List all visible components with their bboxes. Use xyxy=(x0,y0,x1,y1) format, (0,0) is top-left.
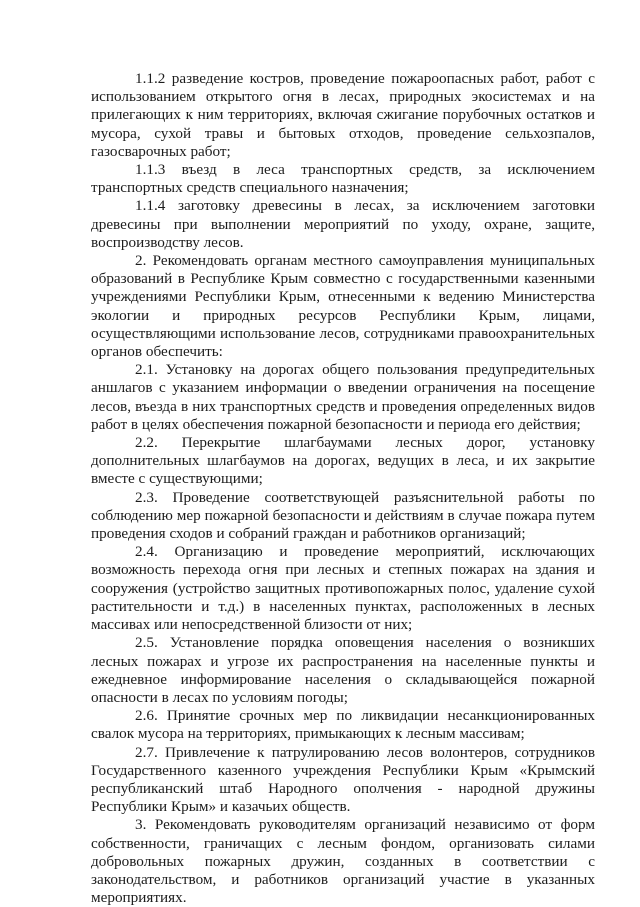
paragraph-2-2: 2.2. Перекрытие шлагбаумами лесных дорог, установку дополнительных шлагбаумов на дорогах, ведущих в леса, и их закрытие вместе с существующими; xyxy=(91,434,595,488)
paragraph-1-1-2: 1.1.2 разведение костров, проведение пожароопасных работ, работ с использованием открытого огня в лесах, природных экосистемах и на прилегающих к ним территориях, включая сжигание порубочных остатков и мусора, сухой травы и бытовых отходов, проведение сельхозпалов, газосварочных работ; xyxy=(91,70,595,160)
paragraph-2-3: 2.3. Проведение соответствующей разъяснительной работы по соблюдению мер пожарной безопасности и действиям в случае пожара путем проведения сходов и собраний граждан и работников организаций; xyxy=(91,488,595,543)
paragraph-3: 3. Рекомендовать руководителям организаций независимо от форм собственности, граничащих с лесным фондом, организовать силами добровольных пожарных дружин, созданных в соответствии с законодательством, и работников организаций участие в указанных мероприятиях. xyxy=(91,816,595,907)
paragraph-2-5: 2.5. Установление порядка оповещения населения о возникших лесных пожарах и угрозе их распространения на населенные пункты и ежедневное информирование населения о складывающейся пожарной опасности в лесах по условиям погоды; xyxy=(91,634,595,706)
paragraph-2: 2. Рекомендовать органам местного самоуправления муниципальных образований в Республике Крым совместно с государственными казенными учреждениями Республики Крым, отнесенными к ведению Министерства экологии и природных ресурсов Республики Крым, лицами, осуществляющими использование лесов, сотрудниками правоохранительных органов обеспечить: xyxy=(91,252,595,361)
paragraph-2-4: 2.4. Организацию и проведение мероприятий, исключающих возможность перехода огня при лесных и степных пожарах на здания и сооружения (устройство защитных противопожарных полос, удаление сухой растительности и т.д.) в населенных пунктах, расположенных в лесных массивах или непосредственной близости от них; xyxy=(91,543,595,634)
paragraph-2-1: 2.1. Установку на дорогах общего пользования предупредительных аншлагов с указанием информации о введении ограничения на посещение лесов, въезда в них транспортных средств и проведения определенных видов работ в целях обеспечения пожарной безопасности и периода его действия; xyxy=(91,361,595,433)
paragraph-1-1-3: 1.1.3 въезд в леса транспортных средств, за исключением транспортных средств специального назначения; xyxy=(91,161,595,197)
paragraph-2-6: 2.6. Принятие срочных мер по ликвидации несанкционированных свалок мусора на территориях, примыкающих к лесным массивам; xyxy=(91,707,595,743)
paragraph-1-1-4: 1.1.4 заготовку древесины в лесах, за исключением заготовки древесины при выполнении мероприятий по уходу, охране, защите, воспроизводству лесов. xyxy=(91,197,595,251)
paragraph-2-7: 2.7. Привлечение к патрулированию лесов волонтеров, сотрудников Государственного казенного учреждения Республики Крым «Крымский республиканский штаб Народного ополчения - народной дружины Республики Крым» и казачьих обществ. xyxy=(91,743,595,816)
document-body xyxy=(91,70,595,907)
